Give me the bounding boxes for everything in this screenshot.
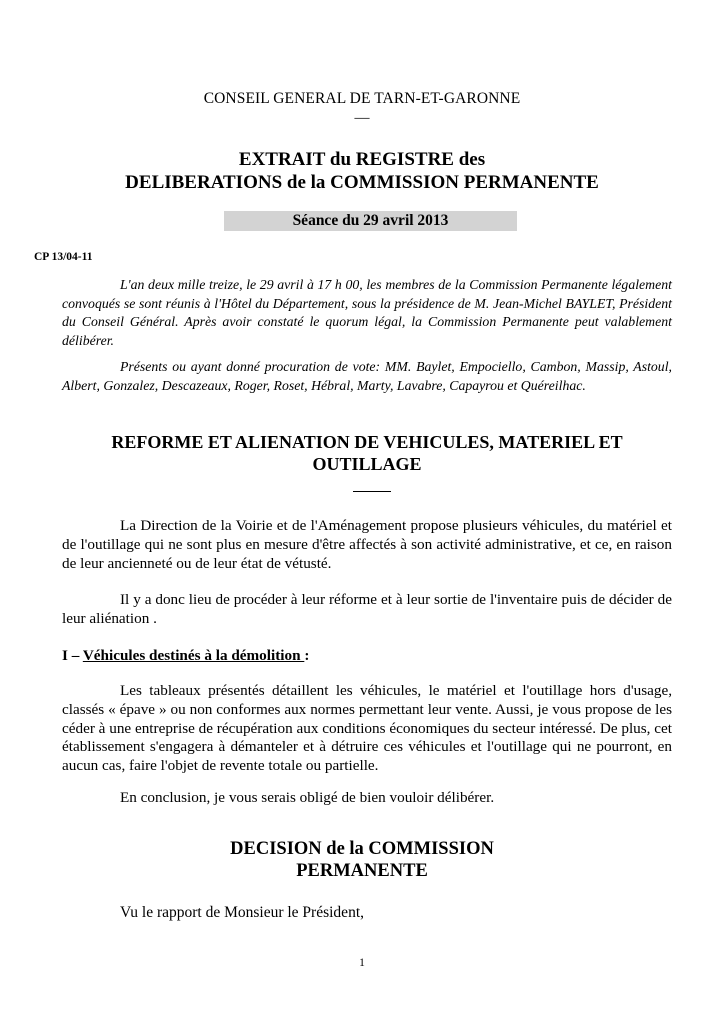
title-rule: [353, 491, 391, 492]
page-number: 1: [359, 957, 365, 969]
body-paragraph-3: [62, 682, 672, 776]
reference-code: CP 13/04-11: [34, 251, 93, 263]
decision-title-line2: PERMANENTE: [296, 861, 428, 881]
preamble-paragraph-1-text: L'an deux mille treize, le 29 avril à 17 h 00, les membres de la Commission Permanente légalement convoqués se sont réunis à l'Hôtel du Département, sous la présidence de M. Jean-Michel BAYLET, Président du Conseil Général. Après avoir constaté le quorum légal, la Commission Permanente peut valablement délibérer.: [62, 277, 672, 349]
decision-title-line1: DECISION de la COMMISSION: [230, 839, 494, 859]
council-name: CONSEIL GENERAL DE TARN-ET-GARONNE: [203, 90, 521, 107]
body-paragraph-2-text: Il y a donc lieu de procéder à leur réforme et à leur sortie de l'inventaire puis de décider de leur aliénation .: [62, 591, 672, 627]
preamble-paragraph-2-text: Présents ou ayant donné procuration de vote: MM. Baylet, Empociello, Cambon, Massip, Astoul, Albert, Gonzalez, Descazeaux, Roger, Roset, Hébral, Marty, Lavabre, Capayrou et Quéreilhac.: [62, 359, 672, 393]
body-paragraph-1: [62, 517, 672, 573]
section-suffix: :: [304, 647, 310, 664]
preamble-paragraph-2: [62, 358, 672, 395]
subject-title: REFORME ET ALIENATION DE VEHICULES, MATERIEL ET OUTILLAGE: [111, 432, 623, 474]
document-title-line1: EXTRAIT du REGISTRE des: [238, 149, 486, 170]
header-dash: —: [354, 110, 370, 126]
decision-title: [0, 838, 724, 882]
section-title: Véhicules destinés à la démolition: [82, 647, 305, 664]
preamble-paragraph-1: [62, 276, 672, 351]
decision-line-1: Vu le rapport de Monsieur le Président,: [120, 904, 364, 921]
body-paragraph-2: [62, 591, 672, 629]
section-prefix: I –: [62, 647, 83, 664]
document-title-line2: DELIBERATIONS de la COMMISSION PERMANENTE: [125, 172, 599, 193]
body-paragraph-1-text: La Direction de la Voirie et de l'Aménagement propose plusieurs véhicules, du matériel et de l'outillage qui ne sont plus en mesure d'être affectés à son activité administrative, et ce, en raison de leur ancienneté ou de leur état de vétusté.: [62, 517, 672, 572]
body-paragraph-3-text: Les tableaux présentés détaillent les véhicules, le matériel et l'outillage hors d'usage, classés « épave » ou non conformes aux normes permettant leur vente. Aussi, je vous propose de les céder à une entreprise de récupération aux conditions économiques du secteur intéressé. De plus, cet établissement s'engagera à démanteler et à détruire ces véhicules et l'outillage qui ne pourront, en aucun cas, faire l'objet de revente totale ou partielle.: [62, 682, 672, 775]
section-heading: [62, 647, 309, 665]
body-paragraph-4: [62, 789, 672, 808]
body-paragraph-4-text: En conclusion, je vous serais obligé de bien vouloir délibérer.: [120, 789, 495, 806]
session-date-banner: Séance du 29 avril 2013: [224, 211, 517, 231]
